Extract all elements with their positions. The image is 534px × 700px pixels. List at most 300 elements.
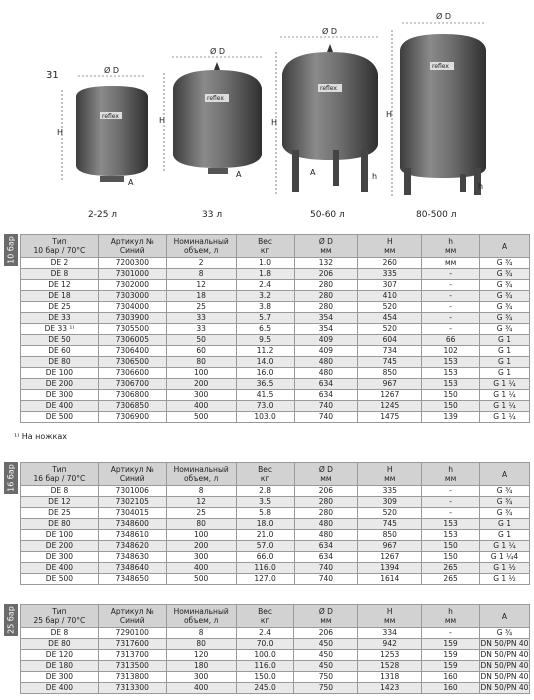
table-cell: 160 xyxy=(422,683,480,694)
table-cell: DE 120 xyxy=(21,650,99,661)
table-cell: 7304000 xyxy=(98,302,166,313)
table-cell: 11.2 xyxy=(236,346,294,357)
table-cell: 3.5 xyxy=(236,497,294,508)
column-header: Тип 16 бар / 70°C xyxy=(21,463,99,486)
table-cell: 100 xyxy=(166,530,236,541)
table-row xyxy=(21,313,530,324)
side-label-25bar: 25 бар xyxy=(4,604,18,636)
table-cell: DE 500 xyxy=(21,412,99,423)
table-row xyxy=(21,269,530,280)
table-cell: 103.0 xyxy=(236,412,294,423)
brand-label: reflex xyxy=(432,63,449,70)
table-cell: 206 xyxy=(294,628,358,639)
table-cell: 850 xyxy=(358,368,422,379)
spec-table-25bar xyxy=(20,604,530,694)
column-header: A xyxy=(480,463,530,486)
table-cell: 80 xyxy=(166,519,236,530)
spec-table-16bar xyxy=(20,462,530,585)
dim-h-label: H xyxy=(386,110,393,119)
table-cell: 280 xyxy=(294,497,358,508)
table-cell: 14.0 xyxy=(236,357,294,368)
table-cell: - xyxy=(422,313,480,324)
table-cell: 480 xyxy=(294,530,358,541)
side-label-10bar: 10 бар xyxy=(4,234,18,266)
table-row xyxy=(21,530,530,541)
table-cell: 7313700 xyxy=(98,650,166,661)
table-cell: 7317600 xyxy=(98,639,166,650)
table-row xyxy=(21,335,530,346)
table-row xyxy=(21,280,530,291)
table-cell: DN 50/PN 40 xyxy=(480,661,529,670)
table-header-row xyxy=(21,605,530,628)
table-cell: 8 xyxy=(166,486,236,497)
column-header: h мм xyxy=(422,235,480,258)
table-cell: 750 xyxy=(294,683,358,694)
table-cell: 2.4 xyxy=(236,628,294,639)
table-cell: 409 xyxy=(294,335,358,346)
table-cell: 480 xyxy=(294,357,358,368)
table-cell: DE 80 xyxy=(21,639,99,650)
table-cell: 102 xyxy=(422,346,480,357)
table-cell: 967 xyxy=(358,541,422,552)
table-cell: 100.0 xyxy=(236,650,294,661)
table-cell: 3.8 xyxy=(236,302,294,313)
dim-h-label: H xyxy=(271,118,278,127)
table-cell: G 1 xyxy=(480,335,530,346)
table-cell: DE 33 xyxy=(21,313,99,324)
table-cell: DE 18 xyxy=(21,291,99,302)
spec-table-10bar-section xyxy=(4,234,530,430)
table-cell: 1253 xyxy=(358,650,422,661)
table-cell: 60 xyxy=(166,346,236,357)
table-cell: - xyxy=(422,497,480,508)
table-cell: G ¾ xyxy=(479,628,529,639)
table-cell: 150 xyxy=(422,541,480,552)
table-cell: 7313500 xyxy=(98,661,166,672)
table-cell: 127.0 xyxy=(236,574,294,585)
dim-h-label: H xyxy=(159,116,166,125)
column-header: Артикул № Синий xyxy=(98,235,166,258)
brand-label: reflex xyxy=(320,85,337,92)
table-cell: 480 xyxy=(294,519,358,530)
dim-h-label: H xyxy=(57,128,64,137)
table-cell: 450 xyxy=(294,650,358,661)
table-cell: 150.0 xyxy=(236,672,294,683)
table-cell: G 1 ¼4 xyxy=(480,552,530,563)
column-header: A xyxy=(480,235,530,258)
table-cell: 1318 xyxy=(358,672,422,683)
table-cell: G 1 xyxy=(480,368,530,379)
table-row xyxy=(21,628,530,639)
table-cell: 604 xyxy=(358,335,422,346)
table-cell: 2.8 xyxy=(236,486,294,497)
column-header: Артикул № Синий xyxy=(98,463,166,486)
table-cell: 634 xyxy=(294,552,358,563)
table-cell: 410 xyxy=(358,291,422,302)
table-cell: 6.5 xyxy=(236,324,294,335)
table-cell: 745 xyxy=(358,357,422,368)
table-cell: 25 xyxy=(166,302,236,313)
table-cell: 740 xyxy=(294,563,358,574)
table-cell: 200 xyxy=(166,379,236,390)
table-row xyxy=(21,672,530,683)
table-cell: - xyxy=(422,486,480,497)
table-cell: 7348650 xyxy=(98,574,166,585)
spec-table-10bar xyxy=(20,234,530,423)
table-cell: DN 50/PN 40 xyxy=(480,683,529,692)
table-cell: 7306700 xyxy=(98,379,166,390)
table-cell: 740 xyxy=(294,401,358,412)
table-cell: 150 xyxy=(422,401,480,412)
table-cell: G ¾ xyxy=(480,291,530,302)
table-cell: 80 xyxy=(166,639,236,650)
table-row xyxy=(21,563,530,574)
table-cell: 307 xyxy=(358,280,422,291)
table-cell: 1245 xyxy=(358,401,422,412)
table-cell: 2 xyxy=(166,258,236,269)
table-cell: 50 xyxy=(166,335,236,346)
table-cell: - xyxy=(422,302,480,313)
column-header: Ø D мм xyxy=(294,463,358,486)
table-cell: 967 xyxy=(358,379,422,390)
table-cell: 66.0 xyxy=(236,552,294,563)
column-header: h мм xyxy=(422,463,480,486)
table-cell: 745 xyxy=(358,519,422,530)
table-cell: 334 xyxy=(358,628,422,639)
table-cell: G 1 ¼ xyxy=(480,401,530,412)
table-cell: 942 xyxy=(358,639,422,650)
table-row xyxy=(21,541,530,552)
table-cell: DE 200 xyxy=(21,379,99,390)
table-cell: 7306600 xyxy=(98,368,166,379)
column-header: Тип 10 бар / 70°C xyxy=(21,235,99,258)
table-row xyxy=(21,552,530,563)
product-illustration xyxy=(0,0,534,228)
footnote-legs: ¹⁾ На ножках xyxy=(14,432,67,441)
dim-a-label: A xyxy=(128,178,134,187)
table-cell: 300 xyxy=(166,552,236,563)
table-cell: 100 xyxy=(166,368,236,379)
table-cell: 7306500 xyxy=(98,357,166,368)
table-cell: 265 xyxy=(422,563,480,574)
table-cell: 1423 xyxy=(358,683,422,694)
table-row xyxy=(21,497,530,508)
table-cell: - xyxy=(422,269,480,280)
table-cell: 160 xyxy=(422,672,480,683)
table-cell: 18 xyxy=(166,291,236,302)
table-cell: G 1 ¼ xyxy=(480,412,530,423)
table-cell: 1.0 xyxy=(236,258,294,269)
table-cell: 300 xyxy=(166,672,236,683)
table-cell: 7301000 xyxy=(98,269,166,280)
column-header: Номинальный объем, л xyxy=(166,463,236,486)
table-row xyxy=(21,258,530,269)
table-cell: 7313800 xyxy=(98,672,166,683)
brand-label: reflex xyxy=(102,113,119,120)
table-row xyxy=(21,324,530,335)
column-header: H мм xyxy=(358,463,422,486)
table-cell: DN 50/PN 40 xyxy=(480,672,529,681)
table-cell: G 1 ¼ xyxy=(480,390,530,401)
table-cell: 750 xyxy=(294,672,358,683)
column-header: Ø D мм xyxy=(294,605,358,628)
table-cell: 57.0 xyxy=(236,541,294,552)
vessel-80-500-drawing xyxy=(400,34,486,195)
table-cell: 520 xyxy=(358,302,422,313)
table-cell: 7304015 xyxy=(98,508,166,519)
table-cell: 66 xyxy=(422,335,480,346)
table-row xyxy=(21,683,530,694)
table-row xyxy=(21,390,530,401)
table-cell: 520 xyxy=(358,324,422,335)
table-row xyxy=(21,291,530,302)
table-cell: 159 xyxy=(422,650,480,661)
table-cell: 634 xyxy=(294,390,358,401)
table-cell: DE 12 xyxy=(21,280,99,291)
table-cell: G ¾ xyxy=(480,269,530,280)
table-row xyxy=(21,661,530,672)
table-cell: 265 xyxy=(422,574,480,585)
table-cell: 400 xyxy=(166,683,236,694)
table-cell: 7306850 xyxy=(98,401,166,412)
vessel-drawings xyxy=(0,0,534,228)
table-cell: 7348640 xyxy=(98,563,166,574)
dim-d-label: Ø D xyxy=(210,47,225,56)
table-cell: 153 xyxy=(422,530,480,541)
table-cell: DE 200 xyxy=(21,541,99,552)
table-cell: DE 8 xyxy=(21,628,99,639)
table-cell: DE 100 xyxy=(21,368,99,379)
table-cell: 7302000 xyxy=(98,280,166,291)
table-row xyxy=(21,486,530,497)
table-cell: 206 xyxy=(294,486,358,497)
table-cell: G 1 xyxy=(480,346,530,357)
table-cell: 159 xyxy=(422,639,480,650)
table-row xyxy=(21,650,530,661)
table-cell: G 1 xyxy=(480,530,530,541)
vessel-50-60-drawing xyxy=(282,44,378,192)
column-header: H мм xyxy=(358,605,422,628)
table-cell: G ¾ xyxy=(480,486,530,497)
table-cell: DE 100 xyxy=(21,530,99,541)
table-cell: 454 xyxy=(358,313,422,324)
table-cell: 400 xyxy=(166,563,236,574)
table-cell: 1267 xyxy=(358,390,422,401)
table-cell: 7306900 xyxy=(98,412,166,423)
table-cell: DE 300 xyxy=(21,672,99,683)
caption-50-60: 50-60 л xyxy=(310,210,345,220)
table-cell: 206 xyxy=(294,269,358,280)
dim-d-label: Ø D xyxy=(436,12,451,21)
table-cell: 409 xyxy=(294,346,358,357)
table-cell: 500 xyxy=(166,412,236,423)
table-row xyxy=(21,639,530,650)
table-cell: - xyxy=(422,291,480,302)
table-cell: 7348610 xyxy=(98,530,166,541)
dim-h-small-label: h xyxy=(478,182,484,191)
table-cell: DE 500 xyxy=(21,574,99,585)
table-row xyxy=(21,346,530,357)
table-cell: 450 xyxy=(294,661,358,672)
table-cell: 309 xyxy=(358,497,422,508)
table-cell: 850 xyxy=(358,530,422,541)
table-row xyxy=(21,574,530,585)
table-cell: 180 xyxy=(166,661,236,672)
table-cell: 8 xyxy=(166,628,236,639)
dim-d-label: Ø D xyxy=(104,66,119,75)
table-cell: 740 xyxy=(294,412,358,423)
table-cell: 634 xyxy=(294,541,358,552)
table-cell: 9.5 xyxy=(236,335,294,346)
column-header: Артикул № Синий xyxy=(98,605,166,628)
table-cell: DE 50 xyxy=(21,335,99,346)
table-cell: DE 80 xyxy=(21,357,99,368)
table-cell: DE 12 xyxy=(21,497,99,508)
table-cell: 450 xyxy=(294,639,358,650)
column-header: Ø D мм xyxy=(294,235,358,258)
table-cell: 16.0 xyxy=(236,368,294,379)
table-cell: 335 xyxy=(358,269,422,280)
table-cell: 354 xyxy=(294,324,358,335)
brand-label: reflex xyxy=(207,95,224,102)
table-cell: 116.0 xyxy=(236,661,294,672)
dim-h-small-label: h xyxy=(372,172,378,181)
table-cell: 280 xyxy=(294,280,358,291)
table-cell: 33 xyxy=(166,324,236,335)
table-cell: 280 xyxy=(294,302,358,313)
table-cell: 153 xyxy=(422,519,480,530)
table-cell: 7348600 xyxy=(98,519,166,530)
table-row xyxy=(21,302,530,313)
table-cell: G 1 ¼ xyxy=(480,379,530,390)
table-cell: мм xyxy=(422,258,480,269)
table-cell: 400 xyxy=(166,401,236,412)
table-cell: 2.4 xyxy=(236,280,294,291)
page-number: 31 xyxy=(46,70,59,81)
table-cell: 7290100 xyxy=(98,628,166,639)
table-cell: 153 xyxy=(422,368,480,379)
table-cell: 36.5 xyxy=(236,379,294,390)
table-cell: 8 xyxy=(166,269,236,280)
table-cell: 12 xyxy=(166,497,236,508)
table-cell: 740 xyxy=(294,574,358,585)
table-cell: 734 xyxy=(358,346,422,357)
table-cell: G ¾ xyxy=(480,302,530,313)
table-cell: 7301006 xyxy=(98,486,166,497)
table-cell: 520 xyxy=(358,508,422,519)
table-cell: 73.0 xyxy=(236,401,294,412)
table-cell: 280 xyxy=(294,291,358,302)
table-cell: DE 8 xyxy=(21,269,99,280)
table-cell: 200 xyxy=(166,541,236,552)
dim-d-label: Ø D xyxy=(322,27,337,36)
table-row xyxy=(21,379,530,390)
column-header: Вес кг xyxy=(236,463,294,486)
table-cell: 21.0 xyxy=(236,530,294,541)
column-header: A xyxy=(479,605,529,628)
spec-table-16bar-section xyxy=(4,462,530,586)
table-cell: 634 xyxy=(294,379,358,390)
table-cell: 1528 xyxy=(358,661,422,672)
table-header-row xyxy=(21,235,530,258)
table-cell: G ¾ xyxy=(480,497,530,508)
table-cell: 280 xyxy=(294,508,358,519)
table-cell: 150 xyxy=(422,552,480,563)
table-cell: 70.0 xyxy=(236,639,294,650)
table-cell: 7306800 xyxy=(98,390,166,401)
table-cell: 300 xyxy=(166,390,236,401)
table-cell: G ¾ xyxy=(480,258,530,269)
table-cell: 12 xyxy=(166,280,236,291)
caption-2-25: 2-25 л xyxy=(88,210,118,220)
table-cell: 500 xyxy=(166,574,236,585)
table-cell: 7348630 xyxy=(98,552,166,563)
table-cell: G ¾ xyxy=(480,324,530,335)
table-cell: 150 xyxy=(422,390,480,401)
column-header: Номинальный объем, л xyxy=(166,605,236,628)
caption-80-500: 80-500 л xyxy=(416,210,457,220)
table-cell: - xyxy=(422,628,480,639)
table-cell: 132 xyxy=(294,258,358,269)
table-cell: 7303000 xyxy=(98,291,166,302)
table-cell: G ¾ xyxy=(480,280,530,291)
table-cell: 7302105 xyxy=(98,497,166,508)
table-cell: 18.0 xyxy=(236,519,294,530)
vessel-2-25-drawing xyxy=(76,86,148,182)
spec-table-25bar-section xyxy=(4,604,530,698)
table-cell: 245.0 xyxy=(236,683,294,694)
table-cell: 7305500 xyxy=(98,324,166,335)
table-cell: DE 33 ¹⁾ xyxy=(21,324,99,335)
table-cell: G ¾ xyxy=(480,508,530,519)
table-cell: DE 8 xyxy=(21,486,99,497)
table-row xyxy=(21,519,530,530)
table-cell: 7200300 xyxy=(98,258,166,269)
table-cell: 80 xyxy=(166,357,236,368)
table-cell: DE 180 xyxy=(21,661,99,672)
table-cell: 354 xyxy=(294,313,358,324)
table-cell: 116.0 xyxy=(236,563,294,574)
table-cell: DE 400 xyxy=(21,401,99,412)
table-cell: DN 50/PN 40 xyxy=(480,639,529,648)
column-header: Тип 25 бар / 70°C xyxy=(21,605,99,628)
table-cell: DE 300 xyxy=(21,390,99,401)
table-cell: 7306400 xyxy=(98,346,166,357)
table-cell: 1394 xyxy=(358,563,422,574)
table-cell: DE 400 xyxy=(21,683,99,694)
table-cell: DE 25 xyxy=(21,302,99,313)
column-header: Вес кг xyxy=(236,235,294,258)
table-cell: 3.2 xyxy=(236,291,294,302)
table-cell: DE 60 xyxy=(21,346,99,357)
table-row xyxy=(21,508,530,519)
table-cell: 120 xyxy=(166,650,236,661)
table-cell: 139 xyxy=(422,412,480,423)
table-row xyxy=(21,357,530,368)
table-cell: G ¾ xyxy=(480,313,530,324)
table-cell: DN 50/PN 40 xyxy=(480,650,529,659)
table-cell: - xyxy=(422,508,480,519)
table-cell: DE 400 xyxy=(21,563,99,574)
table-cell: - xyxy=(422,280,480,291)
table-cell: DE 300 xyxy=(21,552,99,563)
table-cell: 1.8 xyxy=(236,269,294,280)
table-cell: 7313300 xyxy=(98,683,166,694)
table-row xyxy=(21,401,530,412)
column-header: Номинальный объем, л xyxy=(166,235,236,258)
table-cell: DE 80 xyxy=(21,519,99,530)
table-row xyxy=(21,412,530,423)
